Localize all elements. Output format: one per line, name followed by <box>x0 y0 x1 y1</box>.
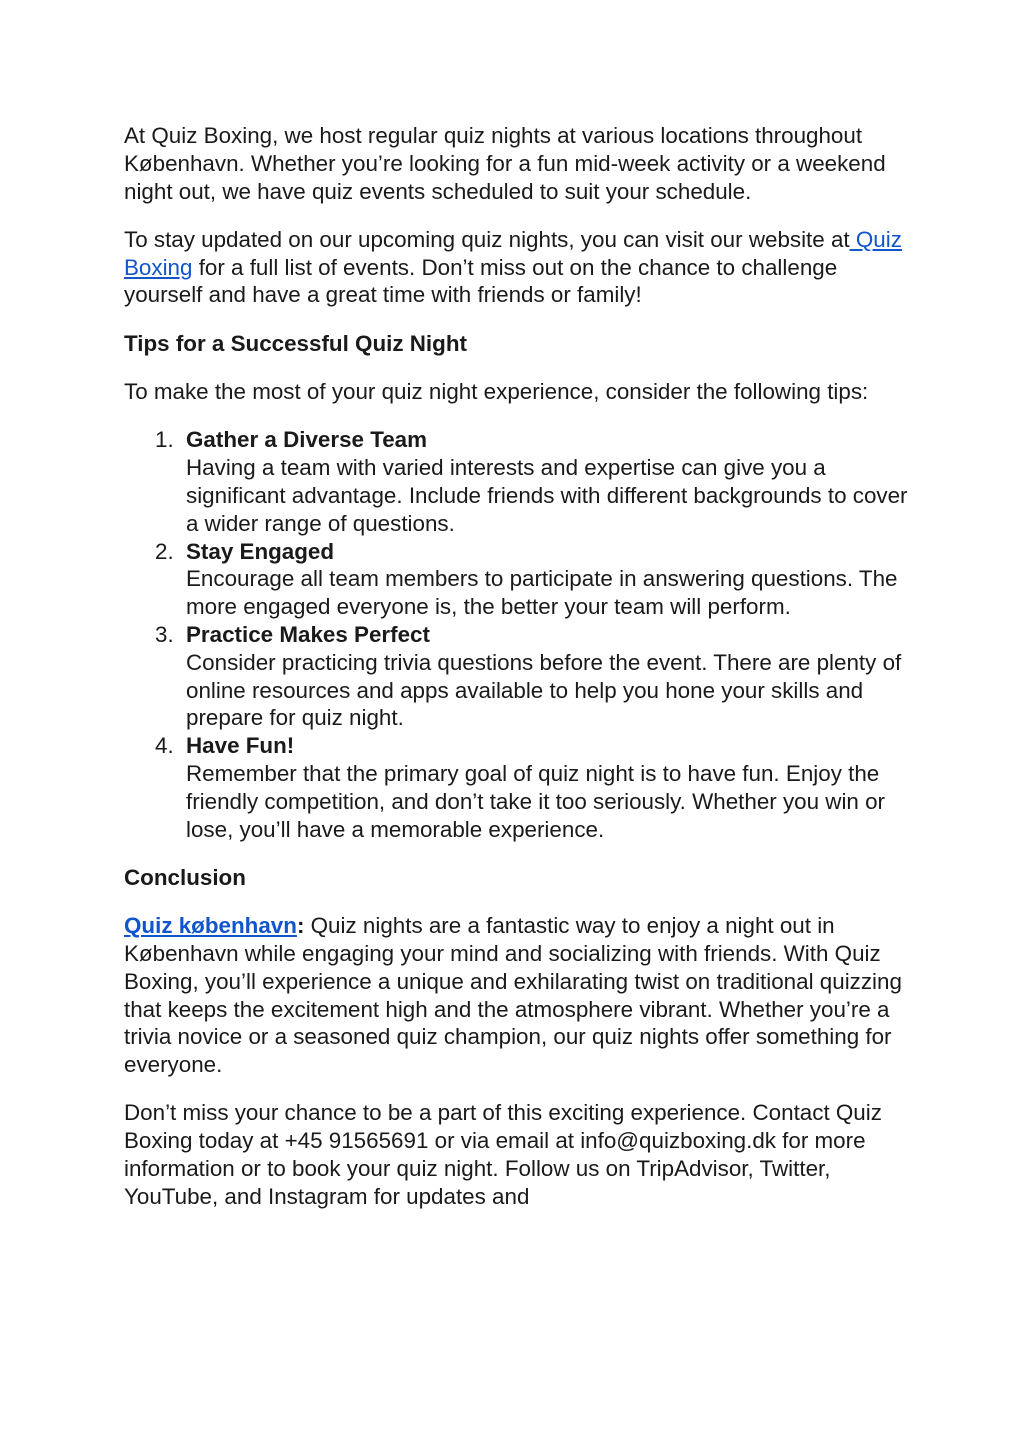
quiz-kobenhavn-link[interactable]: Quiz københavn <box>124 913 297 939</box>
list-item-title: Have Fun! <box>186 733 295 759</box>
tips-heading: Tips for a Successful Quiz Night <box>124 330 467 356</box>
list-item-number: 3. <box>155 621 174 647</box>
tips-intro: To make the most of your quiz night experience, consider the following tips: <box>124 379 869 405</box>
list-item <box>124 538 914 621</box>
conclusion-paragraph-2: Don’t miss your chance to be a part of this exciting experience. Contact Quiz Boxing today at +45 91565691 or via email at info@quizboxing.dk for more information or to book your quiz night. Follow us on TripAdvisor, Twitter, YouTube, and Instagram for updates and <box>124 1100 882 1209</box>
list-item <box>124 732 914 843</box>
list-item-body: Encourage all team members to participate in answering questions. The more engaged everyone is, the better your team will perform. <box>186 566 898 620</box>
list-item-number: 4. <box>155 733 174 759</box>
intro-paragraph-2-after: for a full list of events. Don’t miss out on the chance to challenge yourself and have a great time with friends or family! <box>124 254 838 308</box>
list-item-number: 2. <box>155 538 174 564</box>
list-item-title: Gather a Diverse Team <box>186 427 428 453</box>
conclusion-paragraph-1 <box>124 912 914 1079</box>
intro-paragraph-2-before: To stay updated on our upcoming quiz nights, you can visit our website at <box>124 226 850 252</box>
conclusion-paragraph-1-text: Quiz nights are a fantastic way to enjoy a night out in København while engaging your mind and socializing with friends. With Quiz Boxing, you’ll experience a unique and exhilarating twist on traditional quizzing that keeps the excitement high and the atmosphere vibrant. Whether you’re a trivia novice or a seasoned quiz champion, our quiz nights offer something for everyone. <box>124 913 902 1078</box>
list-item-body: Having a team with varied interests and expertise can give you a significant advantage. Include friends with different backgrounds to cover a wider range of questions. <box>186 455 908 536</box>
list-item <box>124 426 914 537</box>
list-item-number: 1. <box>155 427 174 453</box>
list-item-title: Stay Engaged <box>186 538 335 564</box>
document-page <box>124 122 914 1231</box>
intro-paragraph-1: At Quiz Boxing, we host regular quiz nights at various locations throughout København. Whether you’re looking for a fun mid-week activity or a weekend night out, we have quiz events scheduled to suit your schedule. <box>124 123 886 204</box>
list-item-body: Consider practicing trivia questions before the event. There are plenty of online resources and apps available to help you hone your skills and prepare for quiz night. <box>186 649 902 731</box>
quiz-boxing-link[interactable]: Quiz Boxing <box>124 226 902 280</box>
list-item-title: Practice Makes Perfect <box>186 621 430 647</box>
conclusion-heading: Conclusion <box>124 864 246 890</box>
intro-paragraph-2 <box>124 226 914 309</box>
list-item-body: Remember that the primary goal of quiz night is to have fun. Enjoy the friendly competition, and don’t take it too seriously. Whether you win or lose, you’ll have a memorable experience. <box>186 760 886 842</box>
list-item <box>124 621 914 732</box>
conclusion-colon: : <box>296 913 305 939</box>
tips-list <box>124 426 914 843</box>
